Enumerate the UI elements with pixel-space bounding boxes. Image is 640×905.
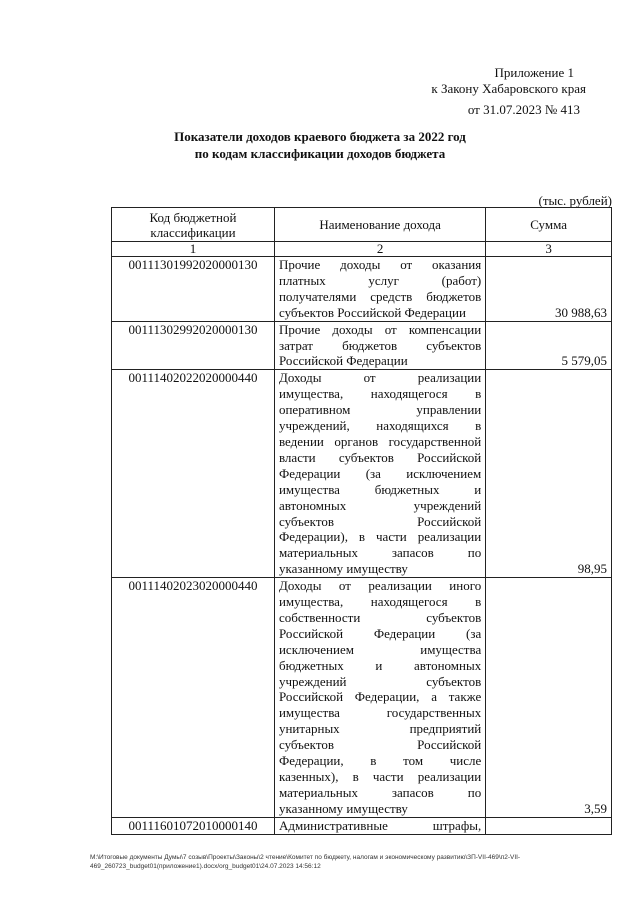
file-path-footer: M:\Итоговые документы Думы\7 созыв\Проекты\Законы\2 чтение\Комитет по бюджету, налогам и экономическому развитию\ЗП-VII-469\п2-VII-469_260723_budget01(приложение1).docx/org_budget01\24.07.2023 14:56:12 [90, 854, 521, 870]
appendix-date-number: от 31.07.2023 № 413 [467, 102, 580, 117]
income-name-line: власти субъектов Российской [278, 449, 482, 465]
title-line-1: Показатели доходов краевого бюджета за 2022 год [174, 129, 466, 144]
table-row [112, 257, 612, 322]
income-name-line: Прочие доходы от компенсации [278, 321, 482, 337]
income-name-line: имущества государственных [278, 705, 482, 721]
header-sum: Сумма [486, 208, 612, 242]
units-label: (тыс. рублей) [538, 193, 612, 208]
table-row [112, 321, 612, 370]
income-amount: 30 988,63 [486, 257, 612, 322]
income-name-line: унитарных предприятий [278, 721, 482, 737]
income-amount: 5 579,05 [486, 321, 612, 370]
income-name-line: материальных запасов по [278, 545, 482, 561]
income-name-line: Административные штрафы, [278, 817, 482, 833]
income-name-line: Российской Федерации [278, 353, 408, 369]
income-amount: 3,59 [486, 578, 612, 818]
budget-code: 00111402022020000440 [112, 370, 275, 578]
income-name [274, 257, 485, 322]
budget-code: 00111302992020000130 [112, 321, 275, 370]
income-name-line: Доходы от реализации иного [278, 578, 482, 594]
income-name-line: учреждений, находящихся в [278, 418, 482, 434]
table-body [112, 257, 612, 835]
income-name-line: затрат бюджетов субъектов [278, 337, 482, 353]
income-name-line: субъектов Российской [278, 513, 482, 529]
title-line-2: по кодам классификации доходов бюджета [194, 146, 446, 161]
table-header-row [112, 208, 612, 242]
income-name [274, 578, 485, 818]
header-code: Код бюджетной классификации [112, 208, 275, 242]
column-number: 2 [274, 242, 485, 257]
income-name-line: Российской Федерации (за [278, 625, 482, 641]
income-name-line: имущества, находящегося в [278, 386, 482, 402]
income-name-line: оперативном управлении [278, 402, 482, 418]
income-name-line: Федерации), в части реализации [278, 529, 482, 545]
income-name-line: Федерации (за исключением [278, 465, 482, 481]
income-name-line: ведении органов государственной [278, 433, 482, 449]
income-name-line: указанному имуществу [278, 800, 408, 816]
income-name-line: бюджетных и автономных [278, 657, 482, 673]
income-name-line: исключением имущества [278, 641, 482, 657]
income-name-line: Доходы от реализации [278, 370, 482, 386]
column-number-row [112, 242, 612, 257]
document-title [0, 128, 640, 162]
income-name-line: указанному имуществу [278, 561, 408, 577]
column-number: 3 [486, 242, 612, 257]
income-name-line: учреждений субъектов [278, 673, 482, 689]
income-name-line: имущества бюджетных и [278, 481, 482, 497]
income-name-line: Федерации, в том числе [278, 753, 482, 769]
income-name-line: имущества, находящегося в [278, 594, 482, 610]
column-number: 1 [112, 242, 275, 257]
income-name-line: субъектов Российской [278, 737, 482, 753]
income-name-line: платных услуг (работ) [278, 272, 482, 288]
income-table [111, 207, 612, 835]
income-name [274, 817, 485, 834]
income-name-line: Прочие доходы от оказания [278, 257, 482, 272]
appendix-label: Приложение 1 [494, 65, 574, 80]
table-row [112, 370, 612, 578]
income-name [274, 370, 485, 578]
table-row [112, 578, 612, 818]
income-name-line: собственности субъектов [278, 609, 482, 625]
income-name-line: автономных учреждений [278, 497, 482, 513]
budget-code: 00111601072010000140 [112, 817, 275, 834]
income-name-line: материальных запасов по [278, 784, 482, 800]
income-name-line: субъектов Российской Федерации [278, 304, 466, 320]
income-name [274, 321, 485, 370]
budget-code: 00111301992020000130 [112, 257, 275, 322]
header-name: Наименование дохода [274, 208, 485, 242]
appendix-law-reference: к Закону Хабаровского края [431, 81, 586, 96]
income-name-line: получателями средств бюджетов [278, 288, 482, 304]
budget-code: 00111402023020000440 [112, 578, 275, 818]
income-name-line: Российской Федерации, а также [278, 689, 482, 705]
table-row [112, 817, 612, 834]
income-amount: 98,95 [486, 370, 612, 578]
income-amount [486, 817, 612, 834]
income-name-line: казенных), в части реализации [278, 769, 482, 784]
